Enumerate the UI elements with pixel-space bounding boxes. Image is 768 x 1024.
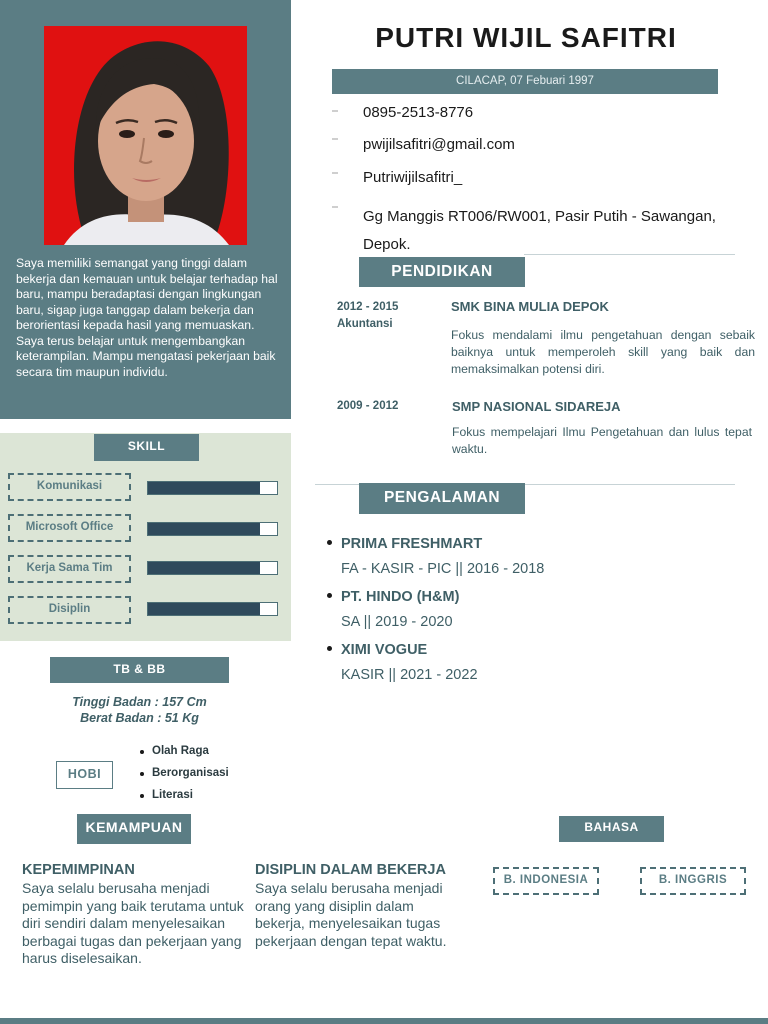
email-icon <box>332 138 338 140</box>
experience-item <box>325 639 745 692</box>
company-name: XIMI VOGUE <box>341 642 428 658</box>
profile-photo <box>44 26 247 245</box>
skill-bar-fill <box>148 603 260 615</box>
job-role: FA - KASIR - PIC || 2016 - 2018 <box>341 561 545 577</box>
education-description: Fokus mendalami ilmu pengetahuan dengan sebaik baiknya untuk memperoleh skill yang baik dan memaksimalkan potensi diri. <box>451 328 755 376</box>
phone-icon <box>332 110 338 112</box>
social-handle: Putriwijilsafitri_ <box>363 169 463 186</box>
divider <box>524 254 735 255</box>
language-item: B. INGGRIS <box>640 867 746 895</box>
ability-description: Saya selalu berusaha menjadi pemimpin yang baik terutama untuk diri sendiri dalam menyelesaikan berbagai tugas dan pekerjaan yang harus diselesaikan. <box>22 880 244 966</box>
education-years <box>337 299 398 333</box>
skill-bar <box>147 522 278 536</box>
skill-bar <box>147 561 278 575</box>
footer-bar <box>0 1018 768 1024</box>
hobi-heading: HOBI <box>56 761 113 789</box>
tbbb-heading: TB & BB <box>50 657 229 683</box>
skill-label: Microsoft Office <box>8 514 131 542</box>
address <box>363 203 716 259</box>
language-heading: BAHASA <box>559 816 664 842</box>
skill-bar-fill <box>148 482 260 494</box>
instagram-icon <box>332 172 338 174</box>
height-value: Tinggi Badan : 157 Cm <box>72 695 207 709</box>
hobi-item: Berorganisasi <box>152 767 229 779</box>
years-text: 2012 - 2015 <box>337 301 399 313</box>
experience-item <box>325 533 745 586</box>
hobi-item: Literasi <box>152 789 193 801</box>
birth-info: CILACAP, 07 Febuari 1997 <box>332 69 718 94</box>
skill-bar <box>147 602 278 616</box>
email-address: pwijilsafitri@gmail.com <box>363 136 515 153</box>
address-line: Gg Manggis RT006/RW001, Pasir Putih - Sawangan, <box>363 208 716 225</box>
phone-number: 0895-2513-8776 <box>363 104 474 121</box>
experience-item <box>325 586 745 639</box>
job-role: KASIR || 2021 - 2022 <box>341 667 478 683</box>
company-name: PT. HINDO (H&M) <box>341 589 460 605</box>
abilities-heading: KEMAMPUAN <box>77 814 191 844</box>
portrait-image <box>44 26 247 245</box>
job-role: SA || 2019 - 2020 <box>341 614 453 630</box>
skill-label: Komunikasi <box>8 473 131 501</box>
education-heading: PENDIDIKAN <box>359 257 525 287</box>
location-icon <box>332 206 338 208</box>
skill-bar-fill <box>148 562 260 574</box>
skill-heading: SKILL <box>94 434 199 461</box>
weight-value: Berat Badan : 51 Kg <box>80 711 199 725</box>
address-line: Depok. <box>363 236 411 253</box>
company-name: PRIMA FRESHMART <box>341 536 483 552</box>
experience-heading: PENGALAMAN <box>359 483 525 514</box>
hobi-item: Olah Raga <box>152 745 209 757</box>
ability-title: DISIPLIN DALAM BEKERJA <box>255 862 446 878</box>
school-name: SMP NASIONAL SIDAREJA <box>452 399 621 414</box>
ability-title: KEPEMIMPINAN <box>22 862 135 878</box>
school-name: SMK BINA MULIA DEPOK <box>451 299 609 314</box>
education-years <box>337 398 398 415</box>
profile-summary: Saya memiliki semangat yang tinggi dalam bekerja dan kemauan untuk belajar terhadap hal baru, mampu beradaptasi dengan lingkungan baru, sigap juga tanggap dalam bekerja dan berorientasi kepada hasil yang memuaskan. Saya terus belajar untuk mengembangkan keterampilan. Mampu mengatasi pekerjaan baik secara tim maupun individu. <box>16 256 278 379</box>
experience-list <box>325 533 745 692</box>
skill-label: Disiplin <box>8 596 131 624</box>
skill-label: Kerja Sama Tim <box>8 555 131 583</box>
full-name: PUTRI WIJIL SAFITRI <box>375 22 677 53</box>
language-item: B. INDONESIA <box>493 867 599 895</box>
education-description: Fokus mempelajari Ilmu Pengetahuan dan lulus tepat waktu. <box>452 425 752 456</box>
skill-bar-fill <box>148 523 260 535</box>
skill-bar <box>147 481 278 495</box>
tbbb-values <box>50 694 229 726</box>
major-text: Akuntansi <box>337 318 393 330</box>
years-text: 2009 - 2012 <box>337 400 399 412</box>
ability-description: Saya selalu berusaha menjadi orang yang disiplin dalam bekerja, menyelesaikan tugas pekerjaan dengan tepat waktu. <box>255 880 447 949</box>
